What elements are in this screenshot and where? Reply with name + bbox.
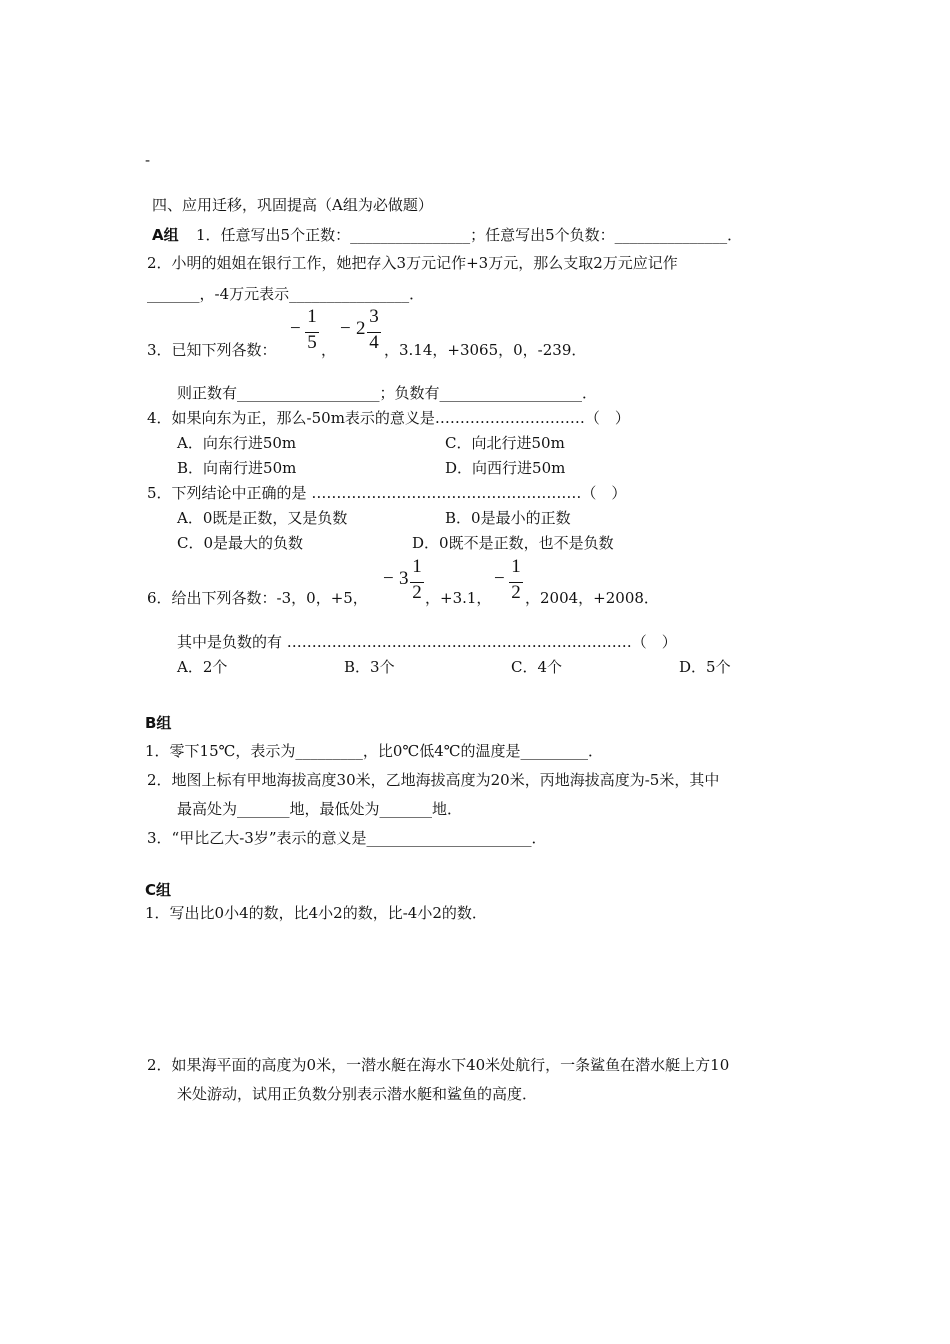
fraction-whole: 3 <box>399 568 409 589</box>
a-question-5-option-a: A．0既是正数，又是负数 <box>177 509 348 527</box>
fraction-numerator: 1 <box>307 306 317 327</box>
b-question-2-line-1: 2．地图上标有甲地海拔高度30米，乙地海拔高度为20米，丙地海拔高度为-5米，其中 <box>147 771 720 789</box>
fraction-denominator: 5 <box>307 332 317 353</box>
mixed-number-neg-3-1-2 <box>383 556 429 604</box>
fraction-sign: − <box>290 318 301 339</box>
group-c-label: C组 <box>145 881 172 899</box>
c-question-1: 1．写出比0小4的数，比4小2的数，比-4小2的数． <box>145 904 487 922</box>
c-question-2-line-1: 2．如果海平面的高度为0米，一潜水艇在海水下40米处航行，一条鲨鱼在潜水艇上方10 <box>147 1056 730 1074</box>
fraction-whole: 2 <box>356 318 366 339</box>
fraction-numerator: 3 <box>369 306 379 327</box>
a-question-4-option-d: D．向西行进50m <box>445 459 566 477</box>
group-a-label: A组 <box>152 226 179 244</box>
b-question-3: 3．“甲比乙大-3岁”表示的意义是______________________． <box>147 829 547 847</box>
a-question-4-option-a: A．向东行进50m <box>177 434 297 452</box>
a-question-6-answer: 其中是负数的有 ……………………………………………………………（ ） <box>177 633 677 651</box>
a-question-5: 5．下列结论中正确的是 ………………………………………………（ ） <box>147 484 627 502</box>
fraction-denominator: 4 <box>369 332 379 353</box>
fraction-sign: − <box>383 568 394 589</box>
a-question-6-rest: ，2004，+2008． <box>525 589 659 607</box>
fraction-numerator: 1 <box>412 556 422 577</box>
fraction-denominator: 2 <box>511 582 521 603</box>
group-b-label: B组 <box>145 714 172 732</box>
section-heading: 四、应用迁移，巩固提高（A组为必做题） <box>152 196 433 214</box>
page-mark: - <box>145 151 151 169</box>
a-question-4: 4．如果向东为正，那么-50m表示的意义是…………………………（ ） <box>147 409 630 427</box>
a-question-2-line-1: 2．小明的姐姐在银行工作，她把存入3万元记作+3万元，那么支取2万元应记作 <box>147 254 678 272</box>
fraction-sign: − <box>340 318 351 339</box>
a-question-3: 3．已知下列各数： <box>147 341 277 359</box>
fraction-denominator: 2 <box>412 582 422 603</box>
a-question-1: 1．任意写出5个正数：________________；任意写出5个负数：_______________． <box>196 226 743 244</box>
mixed-number-neg-2-3-4 <box>340 306 386 354</box>
a-question-3-rest: ，3.14，+3065，0，-239． <box>384 341 587 359</box>
a-question-6-option-d: D．5个 <box>679 658 731 676</box>
a-question-3-comma: ， <box>321 341 337 359</box>
a-question-6-option-b: B．3个 <box>344 658 395 676</box>
a-question-6: 6．给出下列各数：-3，0，+5， <box>147 589 368 607</box>
a-question-2-line-2: _______，-4万元表示________________． <box>147 285 425 303</box>
a-question-4-option-b: B．向南行进50m <box>177 459 297 477</box>
a-question-5-option-b: B．0是最小的正数 <box>445 509 571 527</box>
fraction-sign: − <box>494 568 505 589</box>
a-question-6-option-c: C．4个 <box>511 658 563 676</box>
b-question-2-line-2: 最高处为_______地，最低处为_______地． <box>177 800 463 818</box>
fraction-numerator: 1 <box>511 556 521 577</box>
a-question-4-option-c: C．向北行进50m <box>445 434 565 452</box>
b-question-1: 1．零下15℃，表示为_________，比0℃低4℃的温度是_________． <box>145 742 604 760</box>
a-question-5-option-d: D．0既不是正数，也不是负数 <box>412 534 614 552</box>
c-question-2-line-2: 米处游动，试用正负数分别表示潜水艇和鲨鱼的高度． <box>177 1085 538 1103</box>
a-question-6-mid: ，+3.1， <box>425 589 492 607</box>
a-question-3-answer: 则正数有___________________；负数有___________________． <box>177 384 598 402</box>
a-question-5-option-c: C．0是最大的负数 <box>177 534 304 552</box>
a-question-6-option-a: A．2个 <box>177 658 228 676</box>
